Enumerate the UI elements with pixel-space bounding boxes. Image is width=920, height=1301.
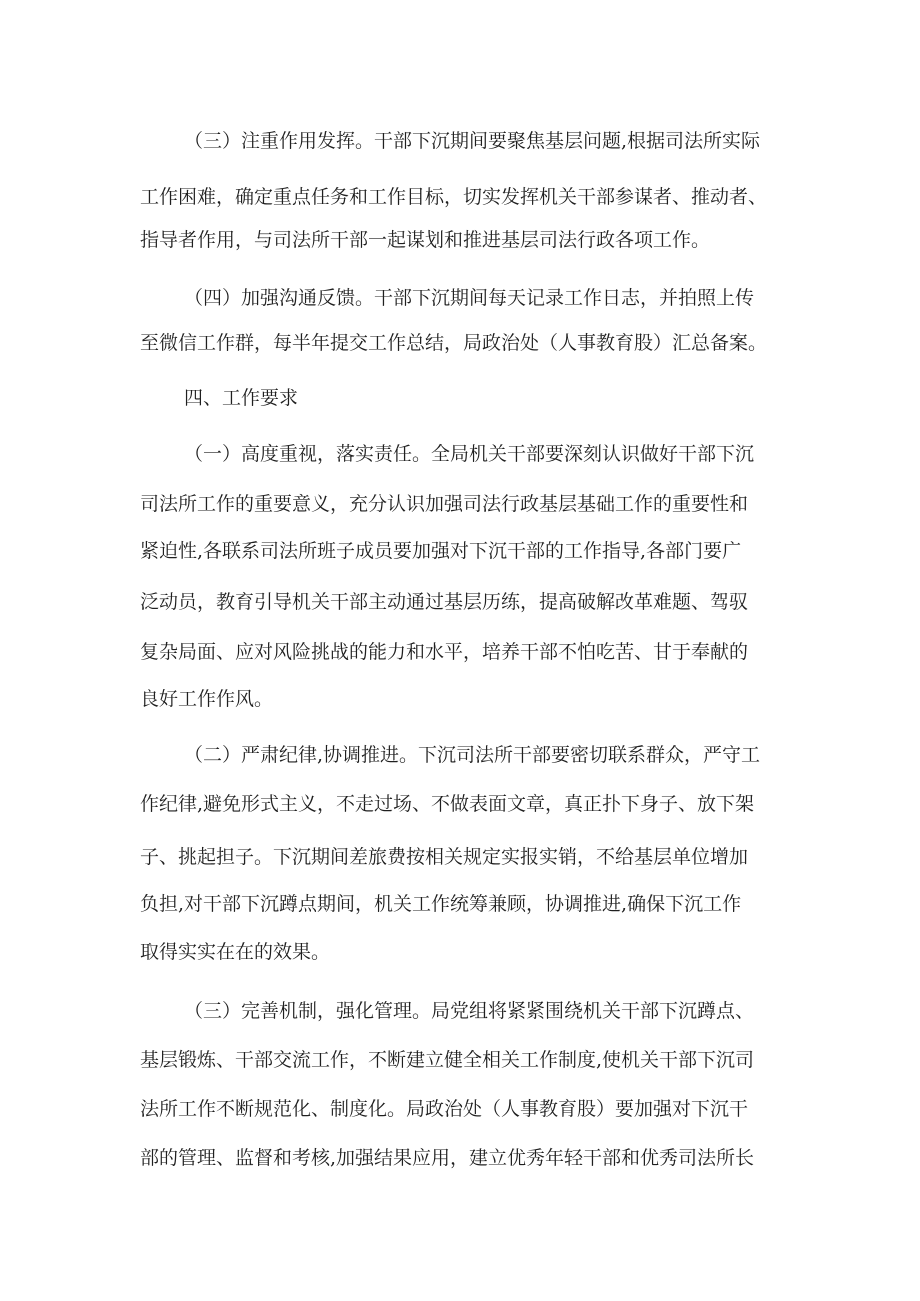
text-line: 法所工作不断规范化、制度化。局政治处（人事教育股）要加强对下沉干 [140, 1098, 749, 1120]
text-line: 工作困难，确定重点任务和工作目标，切实发挥机关干部参谋者、推动者、 [140, 186, 768, 208]
text-line: 良好工作作风。 [140, 688, 274, 710]
text-line: 取得实实在在的效果。 [140, 941, 331, 963]
text-line: 复杂局面、应对风险挑战的能力和水平，培养干部不怕吃苦、甘于奉献的 [140, 641, 749, 663]
text-line: 负担,对干部下沉蹲点期间，机关工作统筹兼顾，协调推进,确保下沉工作 [140, 893, 742, 915]
text-line: 部的管理、监督和考核,加强结果应用，建立优秀年轻干部和优秀司法所长 [140, 1147, 755, 1169]
text-line: 基层锻炼、干部交流工作，不断建立健全相关工作制度,使机关干部下沉司 [140, 1049, 755, 1071]
text-line: 作纪律,避免形式主义，不走过场、不做表面文章，真正扑下身子、放下架 [140, 793, 755, 815]
text-line: 紧迫性,各联系司法所班子成员要加强对下沉干部的工作指导,各部门要广 [140, 540, 742, 562]
text-line: 泛动员，教育引导机关干部主动通过基层历练，提高破解改革难题、驾驭 [140, 591, 749, 613]
section-heading: 四、工作要求 [184, 387, 299, 409]
text-line: （一）高度重视，落实责任。全局机关干部要深刻认识做好干部下沉 [184, 443, 755, 465]
text-line: 子、挑起担子。下沉期间差旅费按相关规定实报实销，不给基层单位增加 [140, 846, 749, 868]
text-line: （二）严肃纪律,协调推进。下沉司法所干部要密切联系群众，严守工 [184, 744, 761, 766]
text-line: 至微信工作群，每半年提交工作总结，局政治处（人事教育股）汇总备案。 [140, 332, 768, 354]
text-line: 司法所工作的重要意义，充分认识加强司法行政基层基础工作的重要性和 [140, 493, 749, 515]
text-line: （三）完善机制，强化管理。局党组将紧紧围绕机关干部下沉蹲点、 [184, 1000, 755, 1022]
text-line: （三）注重作用发挥。干部下沉期间要聚焦基层问题,根据司法所实际 [184, 130, 761, 152]
text-line: （四）加强沟通反馈。干部下沉期间每天记录工作日志，并拍照上传 [184, 287, 755, 309]
text-line: 指导者作用，与司法所干部一起谋划和推进基层司法行政各项工作。 [140, 229, 711, 251]
